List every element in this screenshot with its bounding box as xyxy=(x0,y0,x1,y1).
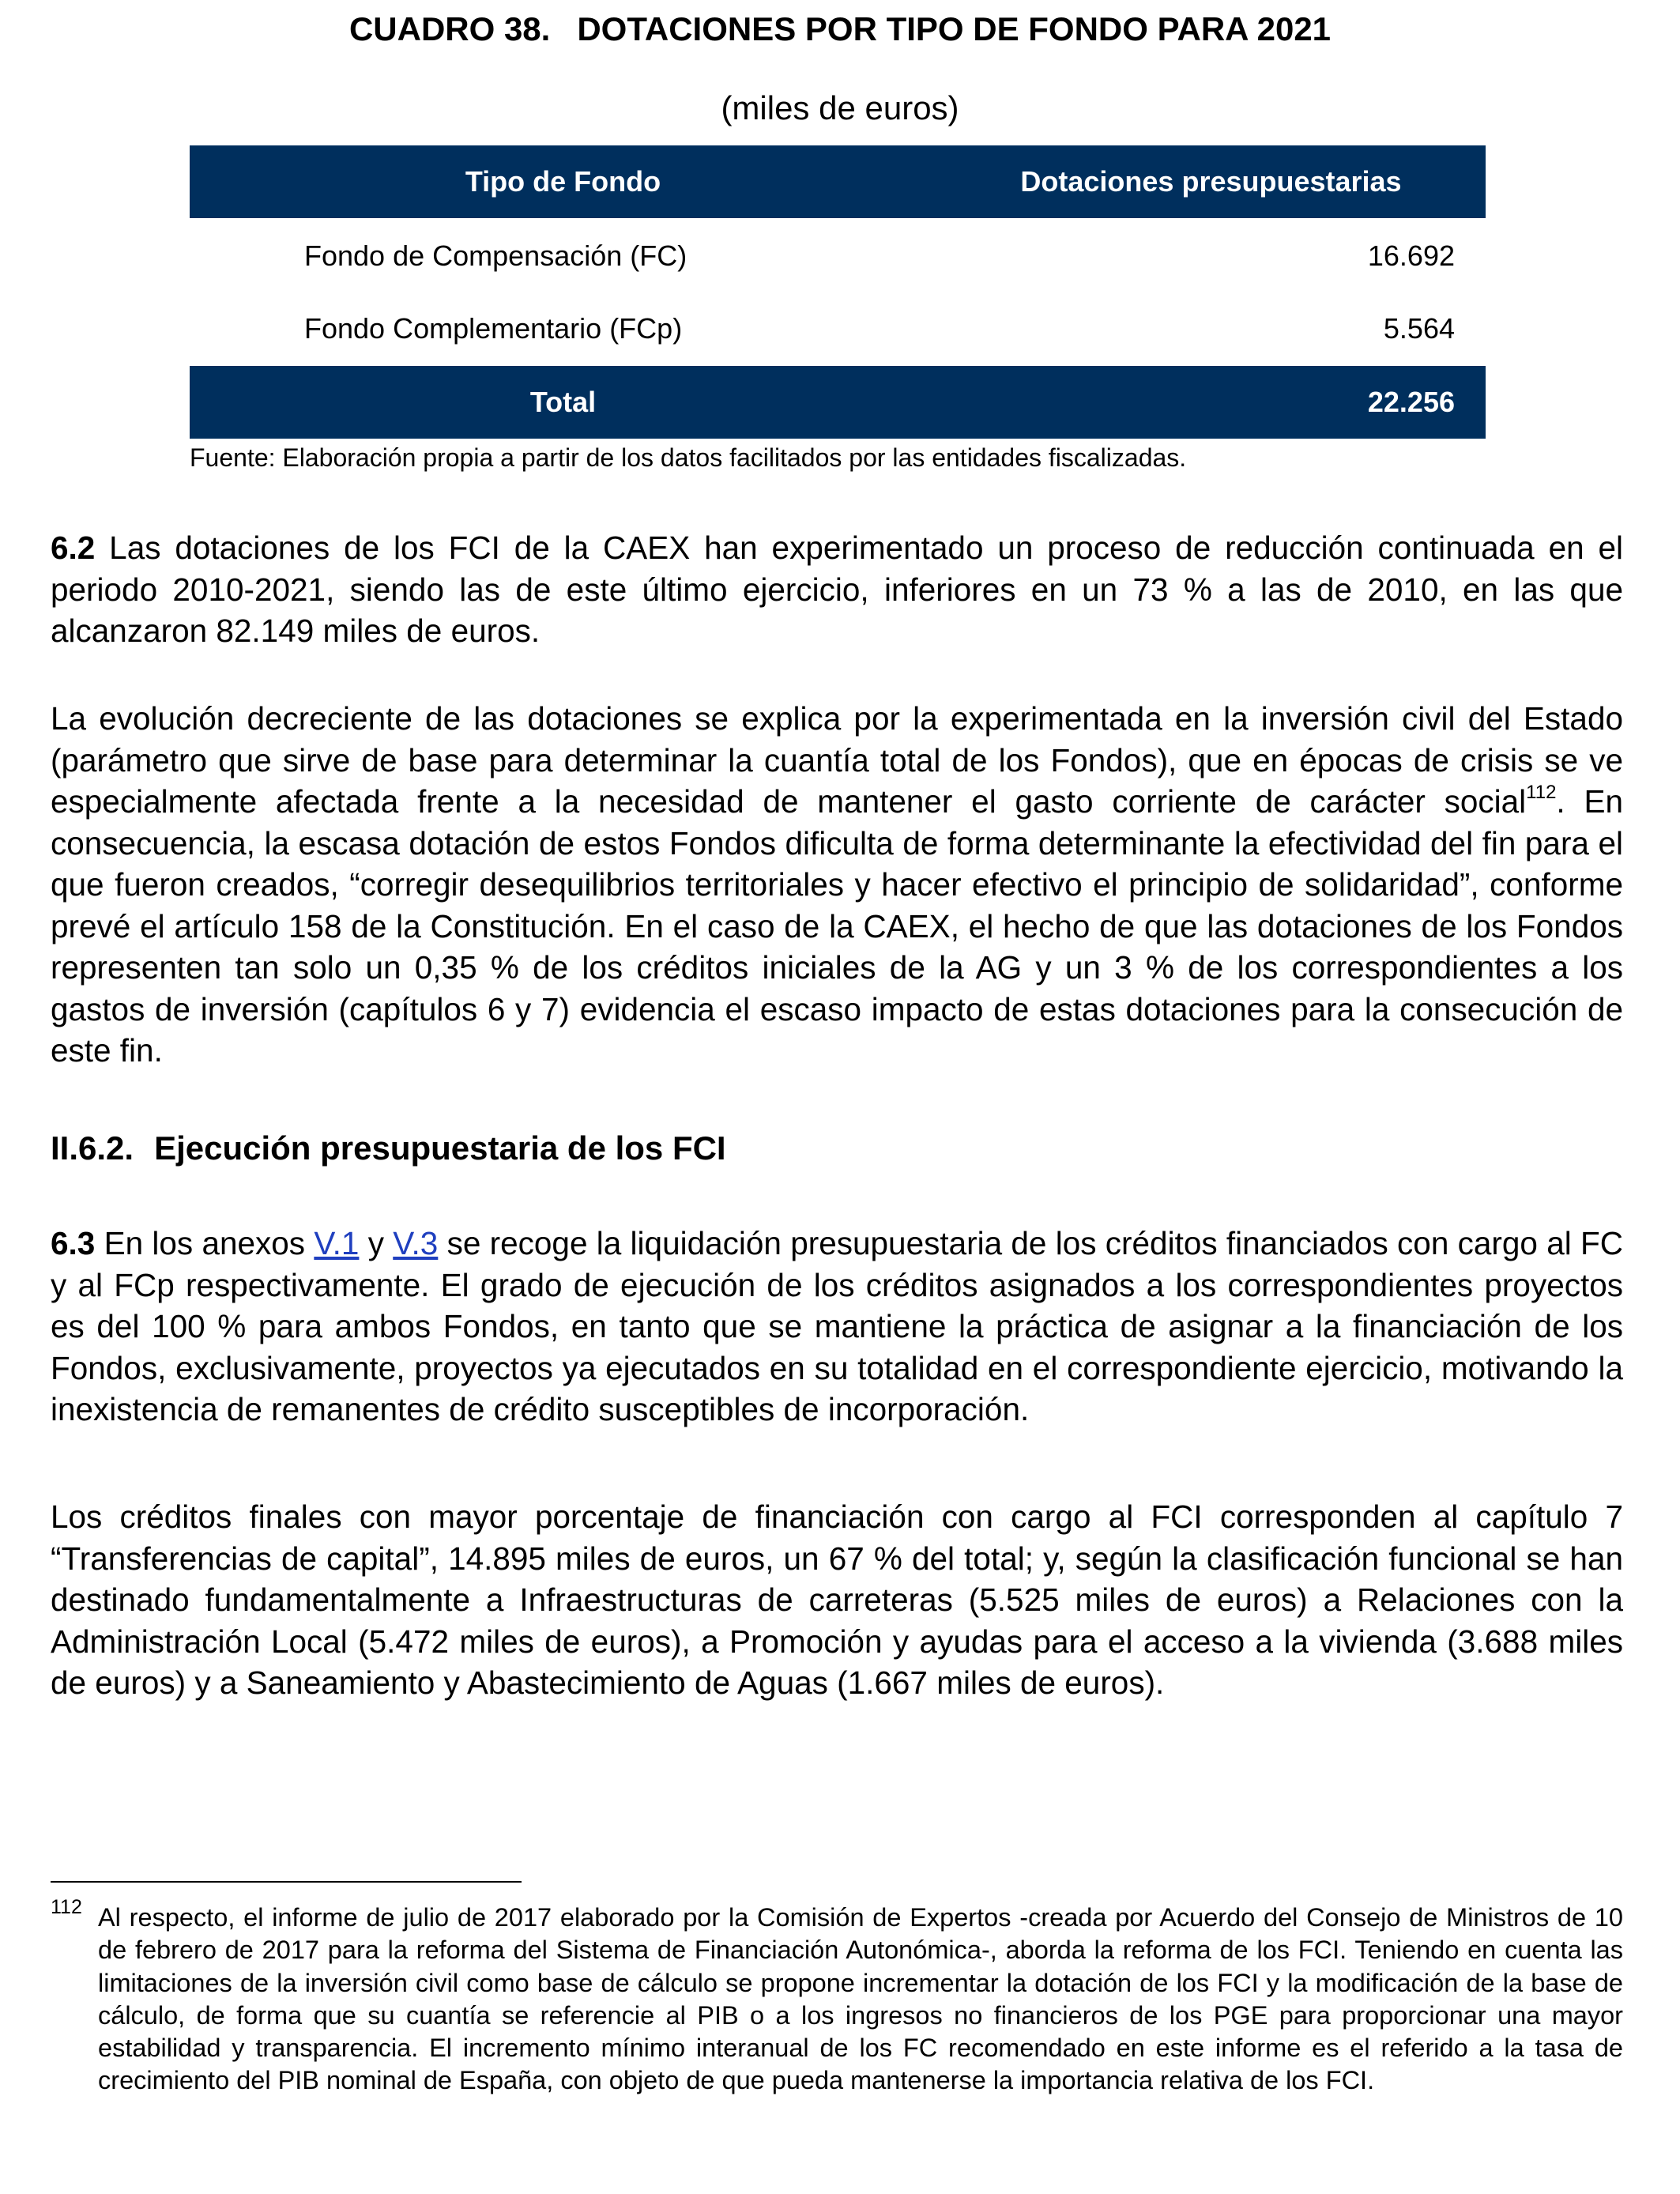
table-title xyxy=(0,9,1680,49)
paragraph-text: La evolución decreciente de las dotaciones se explica por la experimentada en la inversión civil del Estado (parámetro que sirve de base para determinar la cuantía total de los Fondos), que en épocas de crisis se ve especialmente afectada frente a la necesidad de mantener el gasto corriente de carácter social xyxy=(51,700,1623,820)
total-value: 22.256 xyxy=(1367,386,1455,418)
table-row xyxy=(190,292,1486,365)
row-label: Fondo Complementario (FCp) xyxy=(304,312,683,345)
annex-link-v3[interactable]: V.3 xyxy=(393,1225,439,1261)
row-value: 5.564 xyxy=(1383,312,1455,345)
section-number: II.6.2. xyxy=(51,1129,134,1167)
annex-link-v1[interactable]: V.1 xyxy=(314,1225,360,1261)
table-units: (miles de euros) xyxy=(721,89,959,126)
paragraph-text: Las dotaciones de los FCI de la CAEX han experimentado un proceso de reducción continuada en el periodo 2010-2021, siendo las de este último ejercicio, inferiores en un 73 % a las de 2010, en las que alcanzaron 82.149 miles de euros. xyxy=(51,530,1623,649)
total-label: Total xyxy=(529,386,597,418)
table-title-number: CUADRO 38. xyxy=(348,10,551,47)
table-header-row xyxy=(190,145,1486,218)
row-value: 16.692 xyxy=(1367,239,1455,272)
paragraph-text: se recoge la liquidación presupuestaria de los créditos financiados con cargo al FC y al FCp respectivamente. El grado de ejecución de los créditos asignados a los correspondientes proyectos es del 100 % para ambos Fondos, en tanto que se mantiene la práctica de asignar a la financiación de los Fondos, exclusivamente, proyectos ya ejecutados en su totalidad en el correspondiente ejercicio, motivando la inexistencia de remanentes de crédito susceptibles de incorporación. xyxy=(51,1225,1623,1427)
row-label: Fondo de Compensación (FC) xyxy=(304,239,687,272)
paragraph-number: 6.3 xyxy=(51,1225,96,1261)
column-header-tipo-fondo: Tipo de Fondo xyxy=(465,165,661,198)
table-total-row xyxy=(190,366,1486,439)
footnote-number: 112 xyxy=(51,1896,82,1918)
paragraph-evolucion xyxy=(51,698,1623,1072)
table-row xyxy=(190,220,1486,292)
paragraph-number: 6.2 xyxy=(51,530,96,566)
footnote-divider xyxy=(51,1881,522,1883)
paragraph-6-2 xyxy=(51,527,1623,652)
section-title: Ejecución presupuestaria de los FCI xyxy=(154,1129,726,1167)
table-source-note: Fuente: Elaboración propia a partir de los datos facilitados por las entidades fiscalizadas. xyxy=(190,443,1187,472)
paragraph-creditos: Los créditos finales con mayor porcentaje de financiación con cargo al FCI corresponden al capítulo 7 “Transferencias de capital”, 14.895 miles de euros, un 67 % del total; y, según la clasificación funcional se han destinado fundamentalmente a Infraestructuras de carreteras (5.525 miles de euros) a Relaciones con la Administración Local (5.472 miles de euros), a Promoción y ayudas para el acceso a la vivienda (3.688 miles de euros) y a Saneamiento y Abastecimiento de Aguas (1.667 miles de euros). xyxy=(51,1498,1623,1701)
table-title-text: DOTACIONES POR TIPO DE FONDO PARA 2021 xyxy=(577,10,1332,47)
footnote-text: Al respecto, el informe de julio de 2017 elaborado por la Comisión de Expertos -creada por Acuerdo del Consejo de Ministros de 10 de febrero de 2017 para la reforma del Sistema de Financiación Autonómica-, aborda la reforma de los FCI. Teniendo en cuenta las limitaciones de la inversión civil como base de cálculo se propone incrementar la dotación de los FCI y la modificación de la base de cálculo, de forma que su cuantía se referencie al PIB o a los ingresos no financieros de los PGE para proporcionar una mayor estabilidad y transparencia. El incremento mínimo interanual de los FC recomendado en este informe es el referido a la tasa de crecimiento del PIB nominal de España, con objeto de que pueda mantenerse la importancia relativa de los FCI. xyxy=(98,1903,1623,2095)
paragraph-6-3 xyxy=(51,1223,1623,1431)
paragraph-text: En los anexos xyxy=(95,1225,315,1261)
footnote-reference[interactable]: 112 xyxy=(1526,781,1557,803)
paragraph-text-continued: . En consecuencia, la escasa dotación de estos Fondos dificulta de forma determinante la efectividad del fin para el que fueron creados, “corregir desequilibrios territoriales y hacer efectivo el principio de solidaridad”, conforme prevé el artículo 158 de la Constitución. En el caso de la CAEX, el hecho de que las dotaciones de los Fondos representen tan solo un 0,35 % de los créditos iniciales de la AG y un 3 % de los correspondientes a los gastos de inversión (capítulos 6 y 7) evidencia el escaso impacto de estas dotaciones para la consecución de este fin. xyxy=(51,783,1623,1069)
section-heading xyxy=(51,1126,726,1171)
column-header-dotaciones: Dotaciones presupuestarias xyxy=(1020,165,1402,198)
paragraph-text: y xyxy=(359,1225,394,1261)
